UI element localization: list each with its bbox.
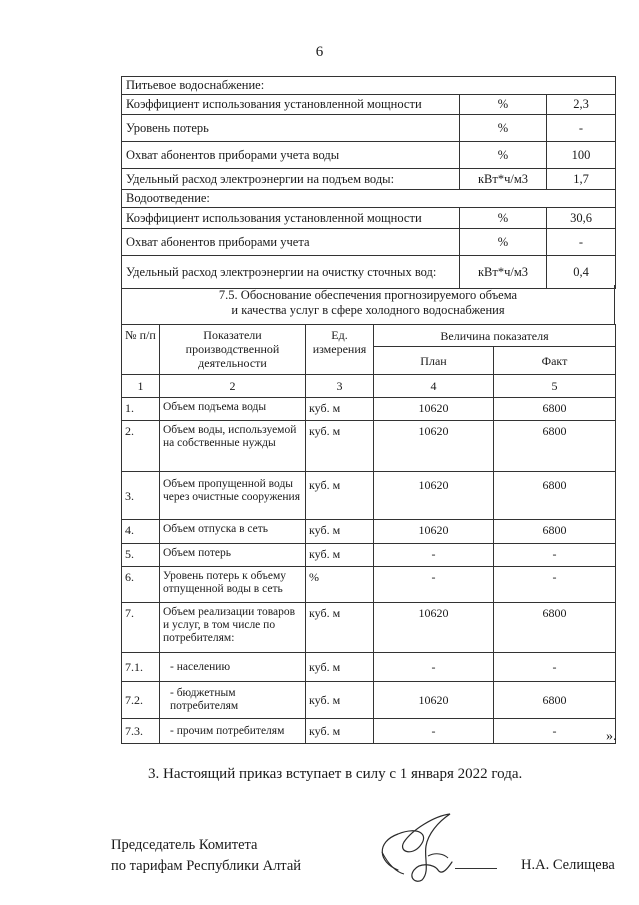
indicator-label: Уровень потерь [122,115,460,142]
header-unit: Ед. измерения [306,325,374,375]
table-row [122,653,616,682]
order-clause: 3. Настоящий приказ вступает в силу с 1 января 2022 года. [148,766,523,782]
row-name: Объем потерь [160,544,306,567]
row-unit: куб. м [306,472,374,520]
table-row [122,567,616,603]
indicator-unit: % [460,208,547,229]
row-name: - бюджетным потребителям [160,682,306,719]
row-name: - населению [160,653,306,682]
indicator-label: Охват абонентов приборами учета [122,229,460,256]
closing-quote: ». [606,729,617,744]
page-number: 6 [315,44,324,60]
indicators-table [121,76,616,289]
row-name: Уровень потерь к объему отпущенной воды в сеть [160,567,306,603]
signatory-title-line2: по тарифам Республики Алтай [111,858,302,874]
indicator-unit: кВт*ч/м3 [460,256,547,289]
section-title [121,288,615,318]
signatory-name: Н.А. Селищева [521,857,615,873]
row-fact: - [494,653,616,682]
row-name: Объем воды, используемой на собственные нужды [160,421,306,472]
handwritten-signature [368,812,478,884]
row-num: 7. [122,603,160,653]
row-unit: % [306,567,374,603]
row-fact: 6800 [494,603,616,653]
row-fact: - [494,544,616,567]
indicator-unit: % [460,229,547,256]
signatory-title-line1: Председатель Комитета [111,837,258,853]
section-title-line1: 7.5. Обоснование обеспечения прогнозируемого объема [218,288,518,302]
indicator-row [122,95,616,115]
indicator-unit: % [460,115,547,142]
row-unit: куб. м [306,544,374,567]
table-row [122,682,616,719]
indicator-value: 0,4 [547,256,616,289]
section-row-sewerage [122,190,616,208]
row-num: 1. [122,398,160,421]
header-num: № п/п [122,325,160,375]
table-row [122,520,616,544]
indicator-row [122,142,616,169]
col-number: 4 [374,375,494,398]
row-unit: куб. м [306,398,374,421]
indicator-value: - [547,115,616,142]
row-plan: - [374,567,494,603]
row-fact: - [494,567,616,603]
row-num: 5. [122,544,160,567]
row-plan: 10620 [374,398,494,421]
column-number-row [122,375,616,398]
row-plan: 10620 [374,421,494,472]
table-row [122,421,616,472]
header-fact: Факт [494,347,616,375]
row-plan: 10620 [374,682,494,719]
row-unit: куб. м [306,653,374,682]
row-unit: куб. м [306,719,374,744]
row-name: Объем отпуска в сеть [160,520,306,544]
row-num: 7.3. [122,719,160,744]
indicator-unit: кВт*ч/м3 [460,169,547,190]
row-name: Объем подъема воды [160,398,306,421]
indicator-label: Коэффициент использования установленной мощности [122,95,460,115]
header-row [122,325,616,347]
signatory-title [111,835,301,877]
row-plan: 10620 [374,472,494,520]
indicator-row [122,229,616,256]
col-number: 1 [122,375,160,398]
row-fact: 6800 [494,682,616,719]
section-title-line2: и качества услуг в сфере холодного водоснабжения [231,303,505,317]
row-fact: - [494,719,616,744]
indicator-value: 1,7 [547,169,616,190]
col-number: 5 [494,375,616,398]
row-num: 7.2. [122,682,160,719]
row-plan: 10620 [374,520,494,544]
indicator-label: Удельный расход электроэнергии на очистку сточных вод: [122,256,460,289]
table-row [122,603,616,653]
row-plan: 10620 [374,603,494,653]
indicator-value: 2,3 [547,95,616,115]
performance-table [121,324,616,744]
row-name: Объем реализации товаров и услуг, в том числе по потребителям: [160,603,306,653]
indicator-unit: % [460,95,547,115]
indicator-row [122,115,616,142]
indicator-row [122,169,616,190]
table-row [122,719,616,744]
signature-line [455,868,497,869]
indicator-row [122,208,616,229]
indicator-value: - [547,229,616,256]
row-unit: куб. м [306,603,374,653]
row-plan: - [374,719,494,744]
row-unit: куб. м [306,421,374,472]
section-label: Питьевое водоснабжение: [122,77,616,95]
col-number: 3 [306,375,374,398]
row-num: 2. [122,421,160,472]
header-plan: План [374,347,494,375]
row-num: 7.1. [122,653,160,682]
header-indicator: Показатели производственной деятельности [160,325,306,375]
row-fact: 6800 [494,421,616,472]
table-row [122,398,616,421]
indicator-label: Коэффициент использования установленной мощности [122,208,460,229]
row-name: - прочим потребителям [160,719,306,744]
section-label: Водоотведение: [122,190,616,208]
indicator-label: Охват абонентов приборами учета воды [122,142,460,169]
section-row-drinking [122,77,616,95]
row-num: 3. [122,472,160,520]
row-fact: 6800 [494,520,616,544]
header-value-group: Величина показателя [374,325,616,347]
row-unit: куб. м [306,682,374,719]
row-fact: 6800 [494,472,616,520]
indicator-value: 30,6 [547,208,616,229]
indicator-value: 100 [547,142,616,169]
col-number: 2 [160,375,306,398]
row-name: Объем пропущенной воды через очистные сооружения [160,472,306,520]
table-row [122,544,616,567]
row-num: 6. [122,567,160,603]
row-unit: куб. м [306,520,374,544]
row-fact: 6800 [494,398,616,421]
row-plan: - [374,544,494,567]
indicator-label: Удельный расход электроэнергии на подъем воды: [122,169,460,190]
row-plan: - [374,653,494,682]
indicator-row [122,256,616,289]
row-num: 4. [122,520,160,544]
table-row [122,472,616,520]
indicator-unit: % [460,142,547,169]
